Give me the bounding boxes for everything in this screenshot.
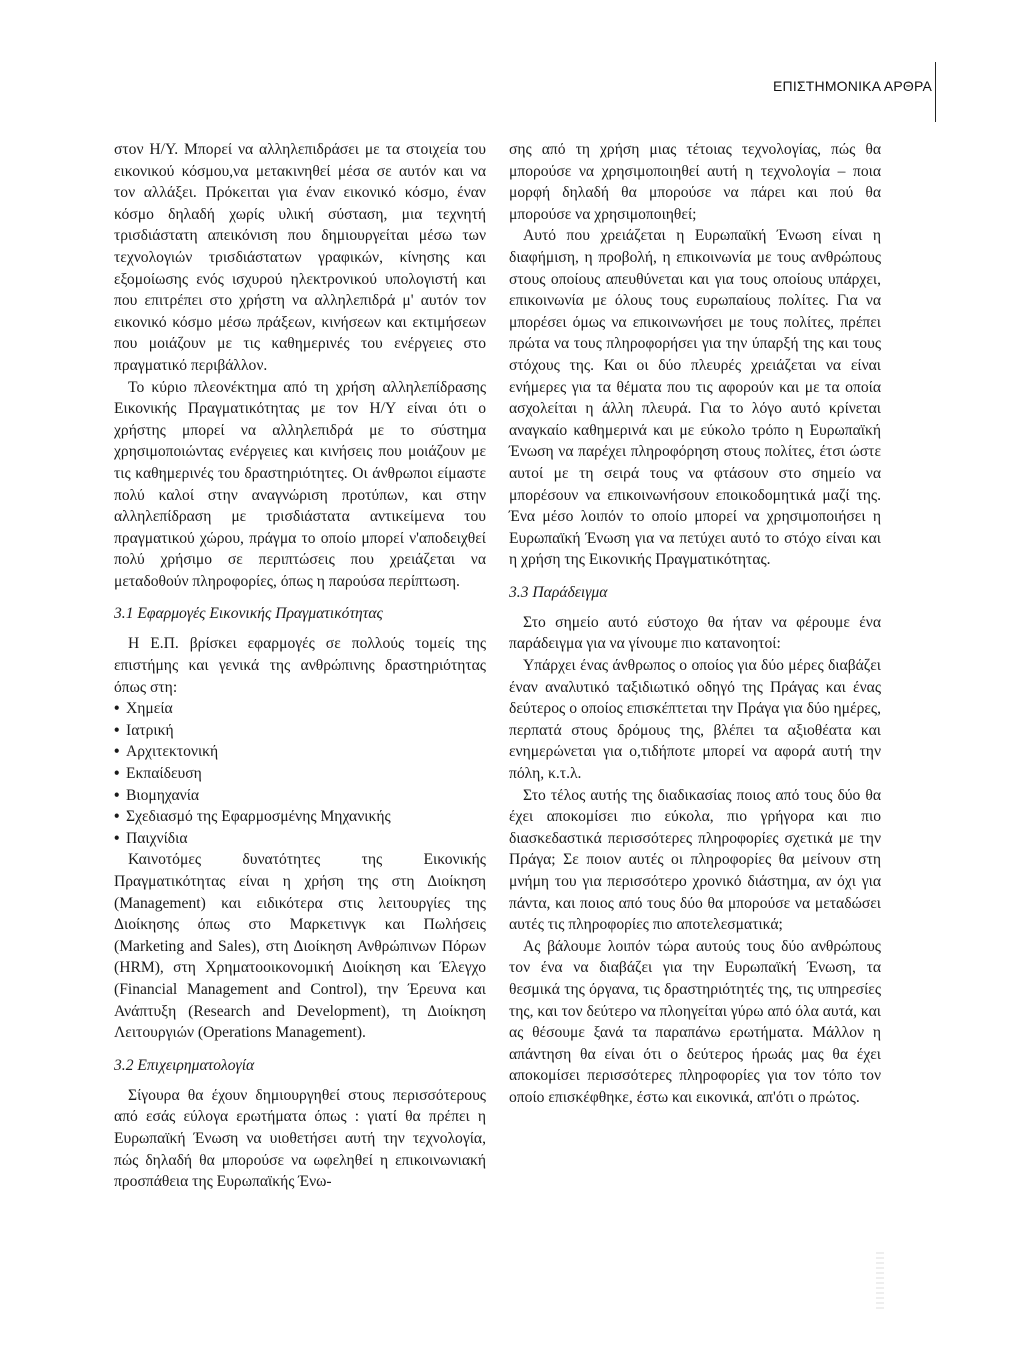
section-heading: 3.1 Εφαρμογές Εικονικής Πραγματικότητας [114,605,383,623]
left-column [114,139,486,1193]
section-heading: 3.3 Παράδειγμα [509,583,608,601]
list-item: • Παιχνίδια [114,828,486,850]
paragraph: Στο τέλος αυτής της διαδικασίας ποιος από τους δύο θα έχει αποκομίσει πιο εύκολα, πιο γρήγορα και πιο διασκεδαστικά περισσότερες πληροφορίες σχετικά με την Πράγα; Σε ποιον αυτές οι πληροφορίες θα μείνουν στη μνήμη του για περισσότερο χρονικό διάστημα, αν όχι για πάντα, και ποιος από τους δύο θα μπορούσε να μεταδώσει αυτές τις πληροφορίες πιο αποτελεσματικά; [509,786,881,934]
paragraph: Αυτό που χρειάζεται η Ευρωπαϊκή Ένωση είναι η διαφήμιση, η προβολή, η επικοινωνία με τους ανθρώπους στους οποίους απευθύνεται και για τους οποίους υπάρχει, επικοινωνία με όλους τους ευρωπαίους πολίτες. Για να μπορέσει όμως να επικοινωνήσει με τους πολίτες, πρέπει πρώτα να τους πληροφορήσει για την ύπαρξή της και τους στόχους της. Και οι δύο πλευρές χρειάζεται να είναι ενήμερες για τα θέματα που τις αφορούν και με τα οποία ασχολείται η άλλη πλευρά. Για το λόγο αυτό κρίνεται αναγκαίο καθημερινά και με εύκολο τρόπο η Ευρωπαϊκή Ένωση να παρέχει πληροφόρηση στους πολίτες, έτσι ώστε αυτοί με τη σειρά τους να φτάσουν στο σημείο να μπορέσουν να επικοινωνήσουν εποικοδομητικά μαζί της. Ένα μέσο λοιπόν το οποίο μπορεί να χρησιμοποιήσει η Ευρωπαϊκή Ένωση για να πετύχει αυτό το στόχο είναι και η χρήση της Εικονικής Πραγματικότητας. [509,227,881,569]
paragraph: Η Ε.Π. βρίσκει εφαρμογές σε πολλούς τομείς της επιστήμης και γενικά της ανθρώπινης δραστηριότητας όπως στη: [114,635,486,696]
paragraph: στον Η/Υ. Μπορεί να αλληλεπιδράσει με τα στοιχεία του εικονικού κόσμου,να μετακινηθεί μέσα σε αυτόν και να τον αλλάξει. Πρόκειται για έναν εικονικό κόσμο, έναν κόσμο δηλαδή χωρίς υλική σύσταση, μια τεχνητή τρισδιάστατη απεικόνιση που δημιουργείται μέσω των τεχνολογιών τρισδιάστατων γραφικών, κίνησης και εξομοίωσης ενός ισχυρού ηλεκτρονικού υπολογιστή και που επιτρέπει στο χρήστη να αλληλεπιδρά μ' αυτόν τον εικονικό κόσμο μέσω πράξεων, κινήσεων και εκτιμήσεων που μοιάζουν με τις καθημερινές του ενέργειες στο πραγματικό περιβάλλον. [114,141,486,374]
scan-artifact [876,1252,884,1312]
list-item: • Σχεδιασμό της Εφαρμοσμένης Μηχανικής [114,806,486,828]
paragraph: σης από τη χρήση μιας τέτοιας τεχνολογίας, πώς θα μπορούσε να χρησιμοποιηθεί αυτή η τεχνολογία – ποια μορφή δηλαδή θα μπορούσε να πάρει και πού θα μπορούσε να χρησιμοποιηθεί; [509,141,881,223]
paragraph: Το κύριο πλεονέκτημα από τη χρήση αλληλεπίδρασης Εικονικής Πραγματικότητας με τον Η/Υ είναι ότι ο χρήστης μπορεί να αλληλεπιδρά με το σύστημα χρησιμοποιώντας ενέργειες και κινήσεις που μοιάζουν με τις καθημερινές του δραστηριότητες. Οι άνθρωποι είμαστε πολύ καλοί στην αναγνώριση προτύπων, και στην αλληλεπίδραση με τρισδιάστατα αντικείμενα του πραγματικού χώρου, πράγμα το οποίο μπορεί ν'αποδειχθεί πολύ χρήσιμο σε περιπτώσεις που χρειάζεται να μεταδοθούν πληροφορίες, όπως η παρούσα περίπτωση. [114,378,486,590]
list-item: • Βιομηχανία [114,785,486,807]
list-item: • Αρχιτεκτονική [114,741,486,763]
section-heading: 3.2 Επιχειρηματολογία [114,1056,255,1074]
right-column [509,139,881,1109]
paragraph: Καινοτόμες δυνατότητες της Εικονικής Πραγματικότητας είναι η χρήση της στη Διοίκηση (Management) και ειδικότερα στις λειτουργίες της Διοίκησης όπως στο Μαρκετινγκ και Πωλήσεις (Marketing and Sales), στη Διοίκηση Ανθρώπινων Πόρων (HRM), στη Χρηματοοικονομική Διοίκηση και Έλεγχο (Financial Management and Control), την Έρευνα και Ανάπτυξη (Research and Development), τη Διοίκηση Λειτουργιών (Operations Management). [114,851,486,1042]
paragraph: Στο σημείο αυτό εύστοχο θα ήταν να φέρουμε ένα παράδειγμα για να γίνουμε πιο κατανοητοί: [509,613,881,653]
header-rule [935,62,936,122]
paragraph: Σίγουρα θα έχουν δημιουργηθεί στους περισσότερους από εσάς εύλογα ερωτήματα όπως : γιατί θα πρέπει η Ευρωπαϊκή Ένωση να υιοθετήσει αυτή την τεχνολογία, πώς δηλαδή θα μπορούσε να ωφεληθεί η επικοινωνιακή προσπάθεια της Ευρωπαϊκής Ένω- [114,1086,486,1191]
list-item: • Εκπαίδευση [114,763,486,785]
applications-list [114,698,486,849]
running-header: ΕΠΙΣΤΗΜΟΝΙΚΑ ΑΡΘΡΑ [772,78,932,94]
paragraph: Υπάρχει ένας άνθρωπος ο οποίος για δύο μέρες διαβάζει έναν αναλυτικό ταξιδιωτικό οδηγό της Πράγας και ένας δεύτερος ο οποίος επισκέπτεται την Πράγα για δύο ημέρες, περπατά στους δρόμους της, βλέπει τα αξιοθέατα και ενημερώνεται για ο,τιδήποτε μπορεί να αφορά αυτή την πόλη, κ.τ.λ. [509,657,881,783]
paragraph: Ας βάλουμε λοιπόν τώρα αυτούς τους δύο ανθρώπους τον ένα να διαβάζει για την Ευρωπαϊκή Ένωση, τα θεσμικά της όργανα, τις δραστηριότητές της, τις υπηρεσίες της, και τον δεύτερο να πλοηγείται γύρω από όλα αυτά, και ας θέσουμε ξανά τα παραπάνω ερωτήματα. Μάλλον η απάντηση θα είναι ότι ο δεύτερος ήρωάς μας θα έχει αποκομίσει περισσότερες πληροφορίες για τον τόπο τον οποίο επισκέφθηκε, έστω και εικονικά, απ'ότι ο πρώτος. [509,937,881,1106]
list-item: • Ιατρική [114,720,486,742]
list-item: • Χημεία [114,698,486,720]
